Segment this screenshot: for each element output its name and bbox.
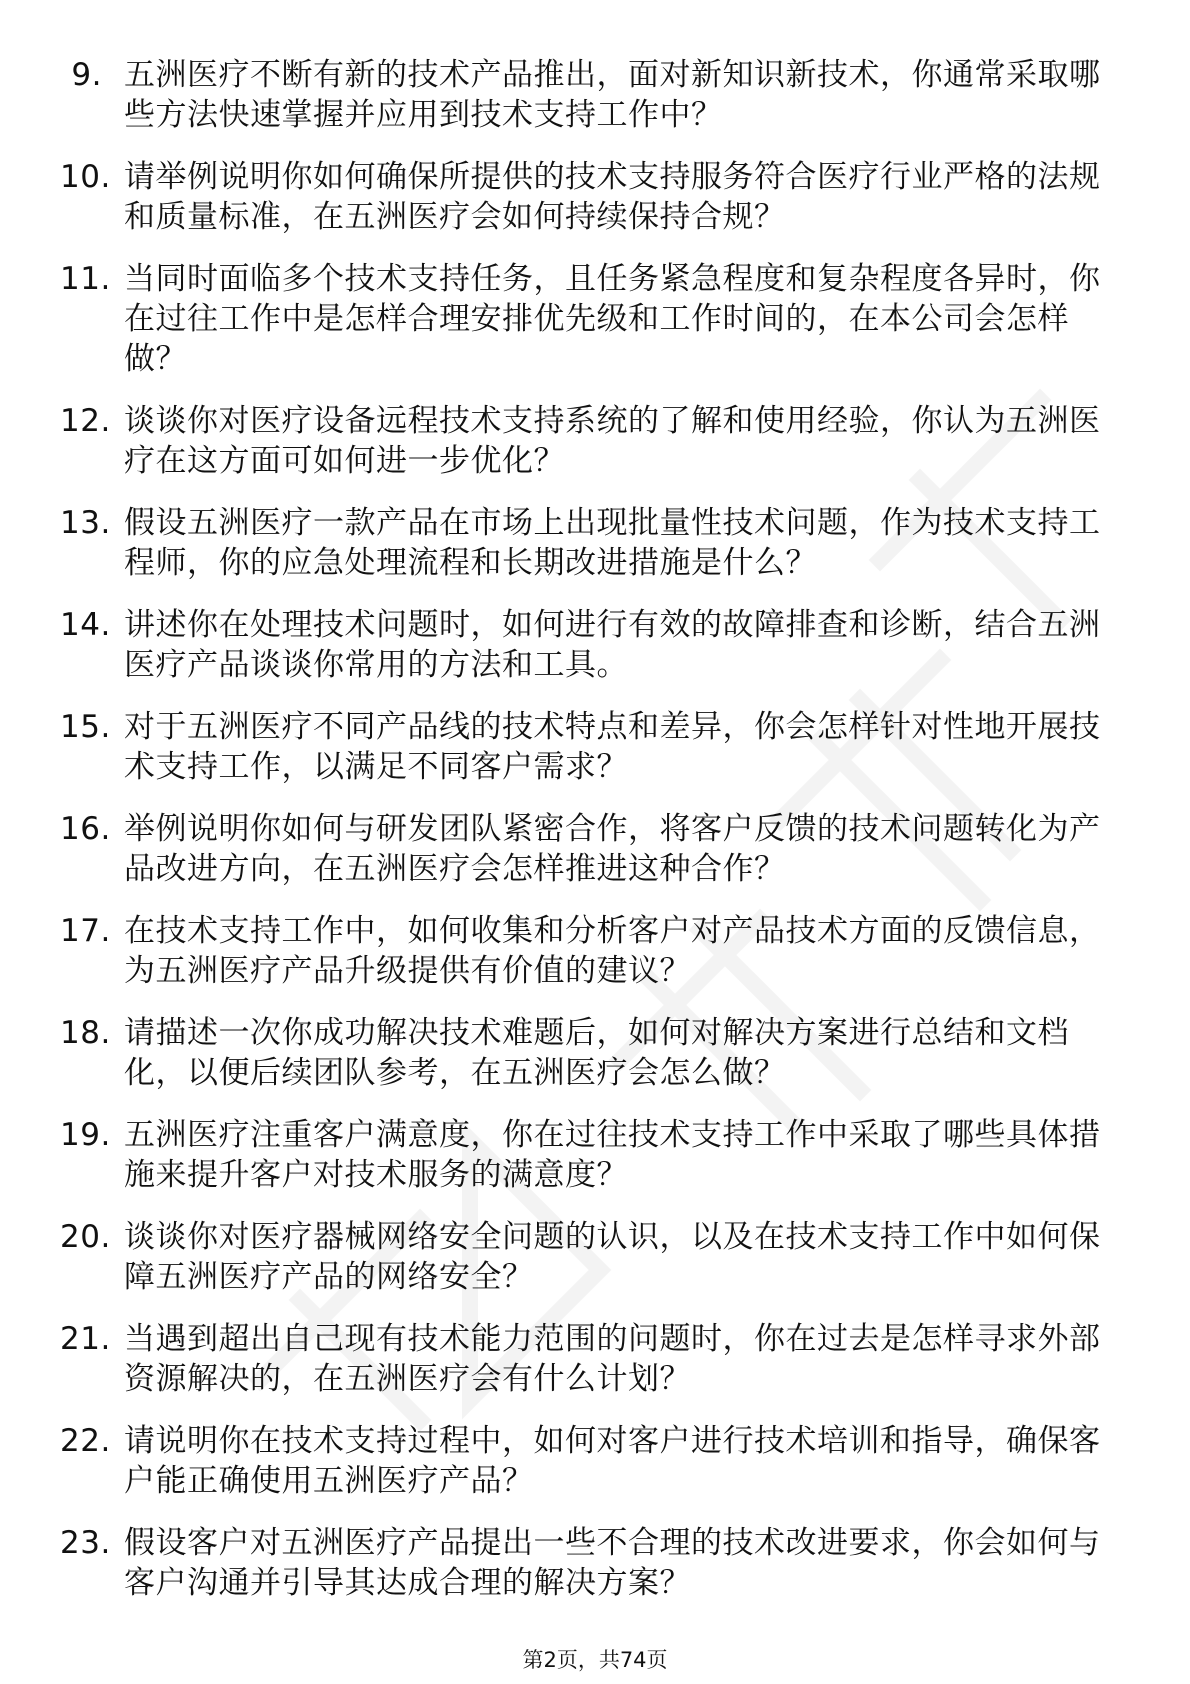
question-item [60,1319,1120,1399]
question-number: 10. [60,159,111,195]
question-item [60,55,1120,135]
question-number: 19. [60,1117,111,1153]
question-text: 讲述你在处理技术问题时，如何进行有效的故障排查和诊断，结合五洲医疗产品谈谈你常用的方法和工具。 [124,607,1101,683]
question-text: 举例说明你如何与研发团队紧密合作，将客户反馈的技术问题转化为产品改进方向，在五洲医疗会怎样推进这种合作？ [124,811,1101,887]
question-text: 请描述一次你成功解决技术难题后，如何对解决方案进行总结和文档化，以便后续团队参考，在五洲医疗会怎么做？ [124,1015,1069,1091]
question-number: 12. [60,403,111,439]
question-number: 13. [60,505,111,541]
question-text: 五洲医疗不断有新的技术产品推出，面对新知识新技术，你通常采取哪些方法快速掌握并应用到技术支持工作中？ [124,57,1101,133]
question-item [60,1013,1120,1093]
question-list [60,55,1120,1625]
question-item [60,707,1120,787]
question-item [60,503,1120,583]
question-text: 请举例说明你如何确保所提供的技术支持服务符合医疗行业严格的法规和质量标准，在五洲医疗会如何持续保持合规？ [124,159,1101,235]
question-item [60,605,1120,685]
question-item [60,401,1120,481]
question-number: 23. [60,1525,111,1561]
question-text: 在技术支持工作中，如何收集和分析客户对产品技术方面的反馈信息，为五洲医疗产品升级提供有价值的建议？ [124,913,1101,989]
question-number: 15. [60,709,111,745]
question-number: 18. [60,1015,111,1051]
question-text: 请说明你在技术支持过程中，如何对客户进行技术培训和指导，确保客户能正确使用五洲医疗产品？ [124,1423,1101,1499]
question-item [60,809,1120,889]
question-text: 五洲医疗注重客户满意度，你在过往技术支持工作中采取了哪些具体措施来提升客户对技术服务的满意度？ [124,1117,1101,1193]
question-text: 当同时面临多个技术支持任务，且任务紧急程度和复杂程度各异时，你在过往工作中是怎样合理安排优先级和工作时间的，在本公司会怎样做？ [124,261,1101,377]
question-text: 对于五洲医疗不同产品线的技术特点和差异，你会怎样针对性地开展技术支持工作，以满足不同客户需求？ [124,709,1101,785]
question-item [60,157,1120,237]
question-text: 当遇到超出自己现有技术能力范围的问题时，你在过去是怎样寻求外部资源解决的，在五洲医疗会有什么计划？ [124,1321,1101,1397]
question-number: 22. [60,1423,111,1459]
question-number: 17. [60,913,111,949]
question-item [60,1523,1120,1603]
question-item [60,259,1120,379]
question-number: 11. [60,261,111,297]
question-number: 16. [60,811,111,847]
question-number: 20. [60,1219,111,1255]
question-number: 9. [71,57,102,93]
question-text: 假设五洲医疗一款产品在市场上出现批量性技术问题，作为技术支持工程师，你的应急处理流程和长期改进措施是什么？ [124,505,1101,581]
question-text: 谈谈你对医疗设备远程技术支持系统的了解和使用经验，你认为五洲医疗在这方面可如何进一步优化？ [124,403,1101,479]
question-text: 假设客户对五洲医疗产品提出一些不合理的技术改进要求，你会如何与客户沟通并引导其达成合理的解决方案？ [124,1525,1101,1601]
question-item [60,1115,1120,1195]
page-number-footer: 第2页，共74页 [522,1648,668,1672]
question-item [60,1217,1120,1297]
question-number: 21. [60,1321,111,1357]
question-text: 谈谈你对医疗器械网络安全问题的认识，以及在技术支持工作中如何保障五洲医疗产品的网络安全？ [124,1219,1101,1295]
question-item [60,911,1120,991]
question-item [60,1421,1120,1501]
question-number: 14. [60,607,111,643]
